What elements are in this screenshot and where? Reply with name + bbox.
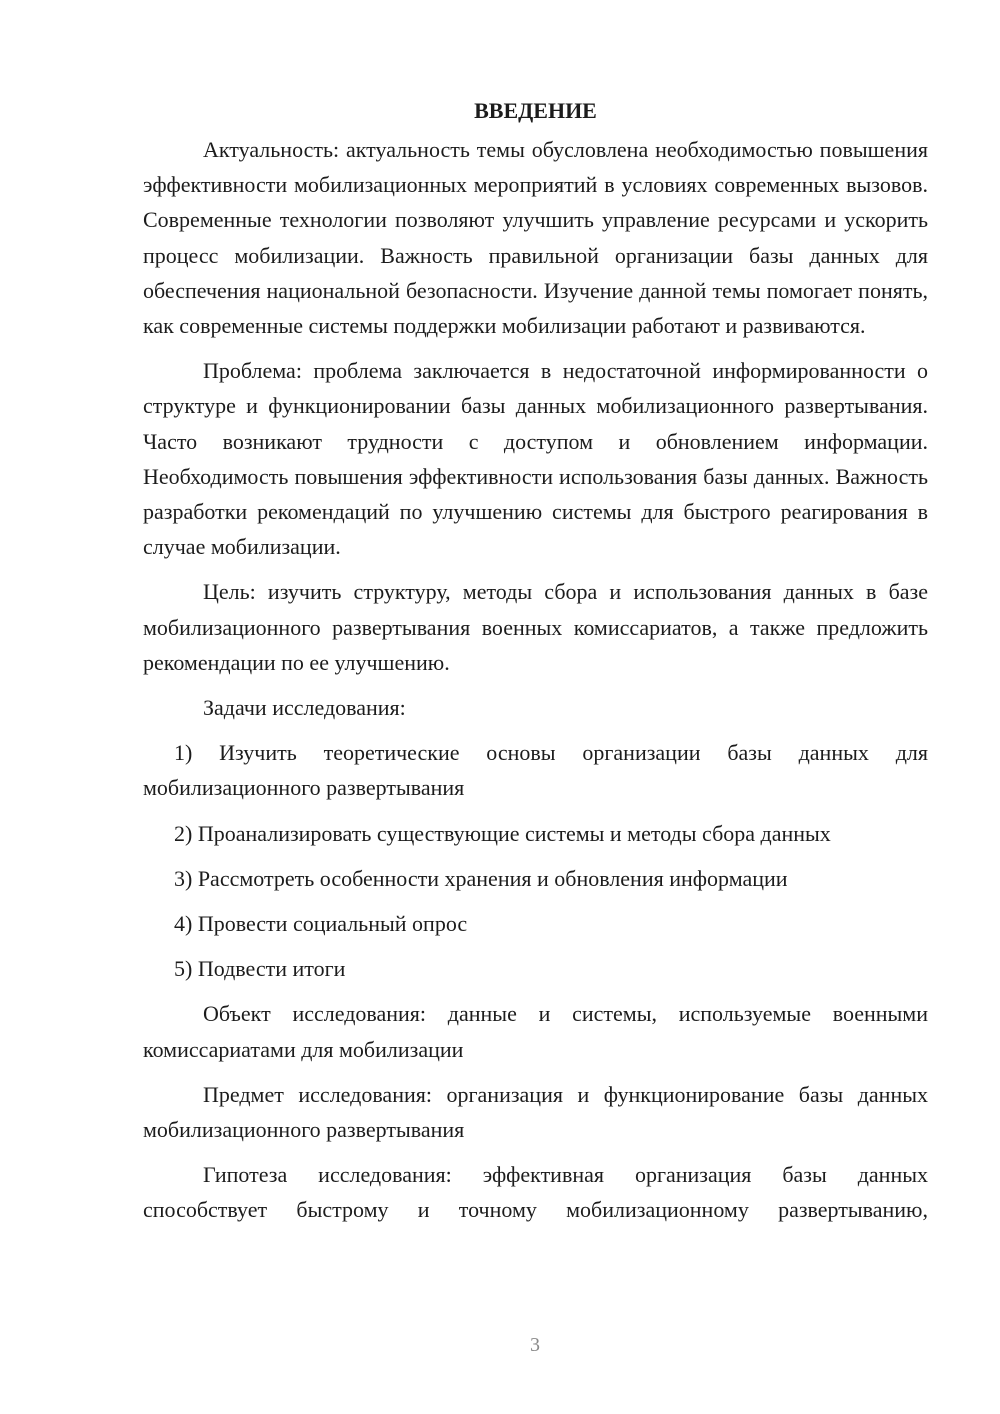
subject-paragraph: Предмет исследования: организация и функционирование базы данных мобилизационного развертывания	[143, 1081, 928, 1143]
document-page	[143, 96, 928, 1238]
goal-paragraph: Цель: изучить структуру, методы сбора и использования данных в базе мобилизационного развертывания военных комиссариатов, а также предложить рекомендации по ее улучшению.	[143, 579, 928, 675]
section-heading: ВВЕДЕНИЕ	[474, 98, 597, 123]
problem-paragraph: Проблема: проблема заключается в недостаточной информированности о структуре и функционировании базы данных мобилизационного развертывания. Часто возникают трудности с доступом и обновлением информации. Необходимость повышения эффективности использования базы данных. Важность разработки рекомендаций по улучшению системы для быстрого реагирования в случае мобилизации.	[143, 358, 928, 560]
task-item-3: 3) Рассмотреть особенности хранения и обновления информации	[174, 865, 788, 891]
page-number: 3	[530, 1334, 540, 1356]
hypothesis-paragraph: Гипотеза исследования: эффективная организация базы данных способствует быстрому и точному мобилизационному развертыванию,	[143, 1162, 928, 1223]
task-item-4: 4) Провести социальный опрос	[174, 911, 468, 937]
task-item-5: 5) Подвести итоги	[174, 956, 346, 982]
tasks-title: Задачи исследования:	[203, 695, 406, 721]
task-item-1: 1) Изучить теоретические основы организации базы данных для мобилизационного развертывания	[143, 740, 928, 801]
task-item-2: 2) Проанализировать существующие системы и методы сбора данных	[174, 820, 831, 846]
object-paragraph: Объект исследования: данные и системы, используемые военными комиссариатами для мобилизации	[143, 1001, 928, 1062]
relevance-paragraph: Актуальность: актуальность темы обусловлена необходимостью повышения эффективности мобилизационных мероприятий в условиях современных вызовов. Современные технологии позволяют улучшить управление ресурсами и ускорить процесс мобилизации. Важность правильной организации базы данных для обеспечения национальной безопасности. Изучение данной темы помогает понять, как современные системы поддержки мобилизации работают и развиваются.	[143, 137, 928, 339]
